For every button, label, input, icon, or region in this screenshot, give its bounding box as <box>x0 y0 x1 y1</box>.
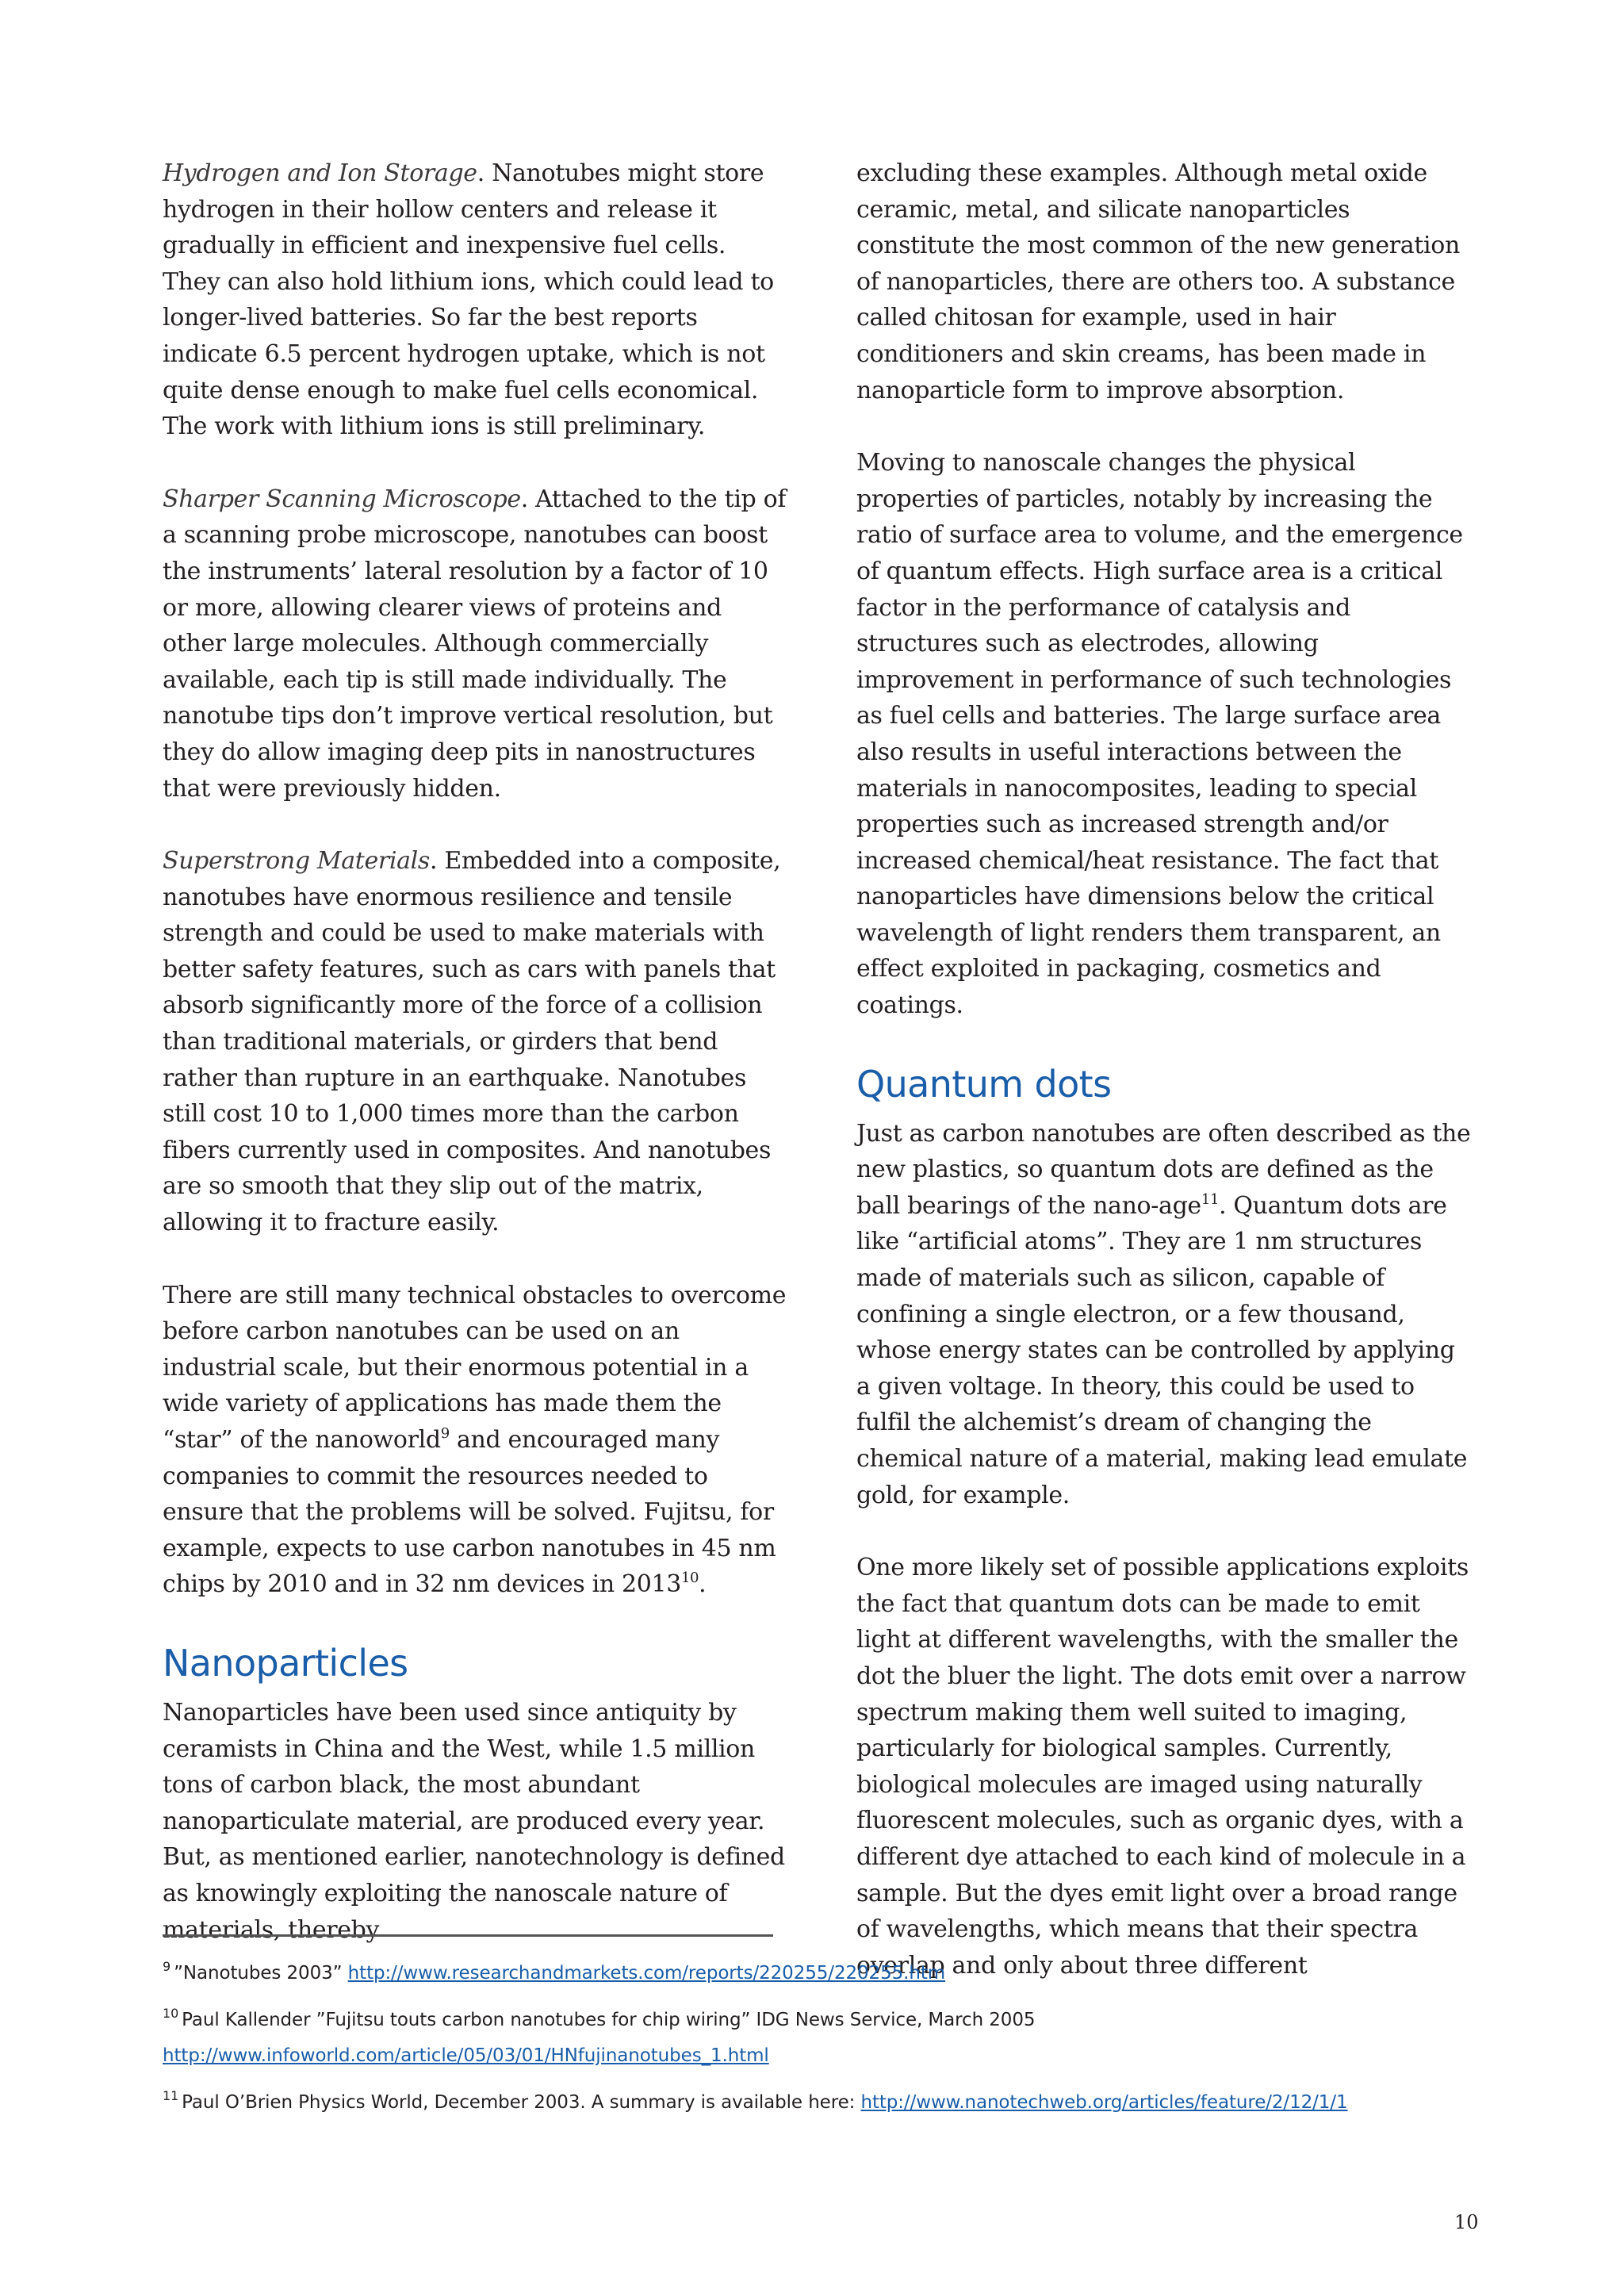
paragraph-text: . Quantum dots are like “artificial atoms”. They are 1 nm structures made of materials such as silicon, capable of confining a single electron, or a few thousand, whose energy states can be controlled by applying a given voltage. In theory, this could be used to fulfil the alchemist’s dream of changing the chemical nature of a material, making lead emulate gold, for example. <box>856 1191 1468 1509</box>
paragraph-text: . Embedded into a composite, nanotubes have enormous resilience and tensile strength and could be used to make materials with better safety features, such as cars with panels that absorb significantly more of the force of a collision than traditional materials, or girders that bend rather than rupture in an earthquake. Nanotubes still cost 10 to 1,000 times more than the carbon fibers currently used in composites. And nanotubes are so smooth that they slip out of the matrix, allowing it to fracture easily. <box>163 847 781 1237</box>
footnote-text: ”Nanotubes 2003” <box>174 1963 348 1984</box>
paragraph-text: There are still many technical obstacles to overcome before carbon nanotubes can be used on an industrial scale, but their enormous potential in a wide variety of applications has made them the “star” of the nanoworld <box>163 1281 787 1454</box>
paragraph-hydrogen-storage <box>163 155 789 445</box>
paragraph-quantum-dots <box>856 1116 1475 1514</box>
footnote-10 <box>163 2003 1511 2074</box>
paragraph-text: . Attached to the tip of a scanning probe microscope, nanotubes can boost the instruments’ lateral resolution by a factor of 10 or more, allowing clearer views of proteins and other large molecules. Although commercially available, each tip is still made individually. The nanotube tips don’t improve vertical resolution, but they do allow imaging deep pits in nanostructures that were previously hidden. <box>163 485 787 803</box>
footnote-text: Paul Kallender ”Fujitsu touts carbon nanotubes for chip wiring” IDG News Service, March 2005 <box>182 2010 1036 2030</box>
lead-in-materials: Superstrong Materials <box>163 847 430 876</box>
paragraph-quantum-applications: One more likely set of possible applications exploits the fact that quantum dots can be made to emit light at different wavelengths, with the smaller the dot the bluer the light. The dots emit over a narrow spectrum making them well suited to imaging, particularly for biological samples. Currently, biological molecules are imaged using naturally fluorescent molecules, such as organic dyes, with a different dye attached to each kind of molecule in a sample. But the dyes emit light over a broad range of wavelengths, which means that their spectra overlap and only about three different <box>856 1554 1469 1980</box>
footnote-link[interactable]: http://www.infoworld.com/article/05/03/01/HNfujinanotubes_1.html <box>163 2045 769 2066</box>
paragraph-text: . <box>699 1570 707 1599</box>
footnote-ref-11[interactable]: 11 <box>1201 1190 1220 1208</box>
paragraph-superstrong-materials <box>163 843 789 1241</box>
lead-in-hydrogen: Hydrogen and Ion Storage <box>163 159 477 187</box>
footnote-link[interactable]: http://www.nanotechweb.org/articles/feature/2/12/1/1 <box>860 2092 1348 2113</box>
footnote-text: Paul O’Brien Physics World, December 2003. A summary is available here: <box>182 2092 861 2113</box>
paragraph-text: . Nanotubes might store hydrogen in their hollow centers and release it gradually in efficient and inexpensive fuel cells. They can also hold lithium ions, which could lead to longer-lived batteries. So far the best reports indicate 6.5 percent hydrogen uptake, which is not quite dense enough to make fuel cells economical. The work with lithium ions is still preliminary. <box>163 159 774 441</box>
paragraph-scanning-microscope <box>163 481 789 807</box>
footnote-divider <box>163 1934 773 1937</box>
footnote-link[interactable]: http://www.researchandmarkets.com/reports/220255/220255.htm <box>347 1963 946 1984</box>
footnotes <box>163 1956 1511 2132</box>
heading-quantum-dots: Quantum dots <box>856 1062 1112 1106</box>
footnote-number: 10 <box>163 2006 179 2021</box>
paragraph-nanoparticles-continued: excluding these examples. Although metal oxide ceramic, metal, and silicate nanoparticles constitute the most common of the new generation of nanoparticles, there are others too. A substance called chitosan for example, used in hair conditioners and skin creams, has been made in nanoparticle form to improve absorption. <box>856 159 1460 404</box>
paragraph-technical-obstacles <box>163 1278 789 1603</box>
footnote-ref-9[interactable]: 9 <box>440 1425 450 1442</box>
lead-in-microscope: Sharper Scanning Microscope <box>163 485 521 513</box>
page-number: 10 <box>1454 2211 1479 2233</box>
paragraph-nanoparticles-intro: Nanoparticles have been used since antiquity by ceramists in China and the West, while 1.5 million tons of carbon black, the most abundant nanoparticulate material, are produced every year. But, as mentioned earlier, nanotechnology is defined as knowingly exploiting the nanoscale nature of materials, thereby <box>163 1698 785 1944</box>
heading-nanoparticles: Nanoparticles <box>163 1641 408 1685</box>
footnote-9 <box>163 1956 1511 1991</box>
paragraph-text: and encouraged many companies to commit the resources needed to ensure that the problems will be solved. Fujitsu, for example, expects to use carbon nanotubes in 45 nm chips by 2010 and in 32 nm devices in 2013 <box>163 1426 776 1599</box>
paragraph-nanoscale-properties: Moving to nanoscale changes the physical properties of particles, notably by increasing the ratio of surface area to volume, and the emergence of quantum effects. High surface area is a critical factor in the performance of catalysis and structures such as electrodes, allowing improvement in performance of such technologies as fuel cells and batteries. The large surface area also results in useful interactions between the materials in nanocomposites, leading to special properties such as increased strength and/or increased chemical/heat resistance. The fact that nanoparticles have dimensions below the critical wavelength of light renders them transparent, an effect exploited in packaging, cosmetics and coatings. <box>856 449 1463 1020</box>
footnote-ref-10[interactable]: 10 <box>680 1570 699 1587</box>
right-column <box>856 155 1475 2020</box>
paragraph-text: Just as carbon nanotubes are often described as the new plastics, so quantum dots are defined as the ball bearings of the nano-age <box>856 1119 1471 1220</box>
footnote-11 <box>163 2085 1511 2121</box>
footnote-number: 9 <box>163 1959 171 1974</box>
footnote-number: 11 <box>163 2088 179 2103</box>
left-column <box>163 155 789 1984</box>
